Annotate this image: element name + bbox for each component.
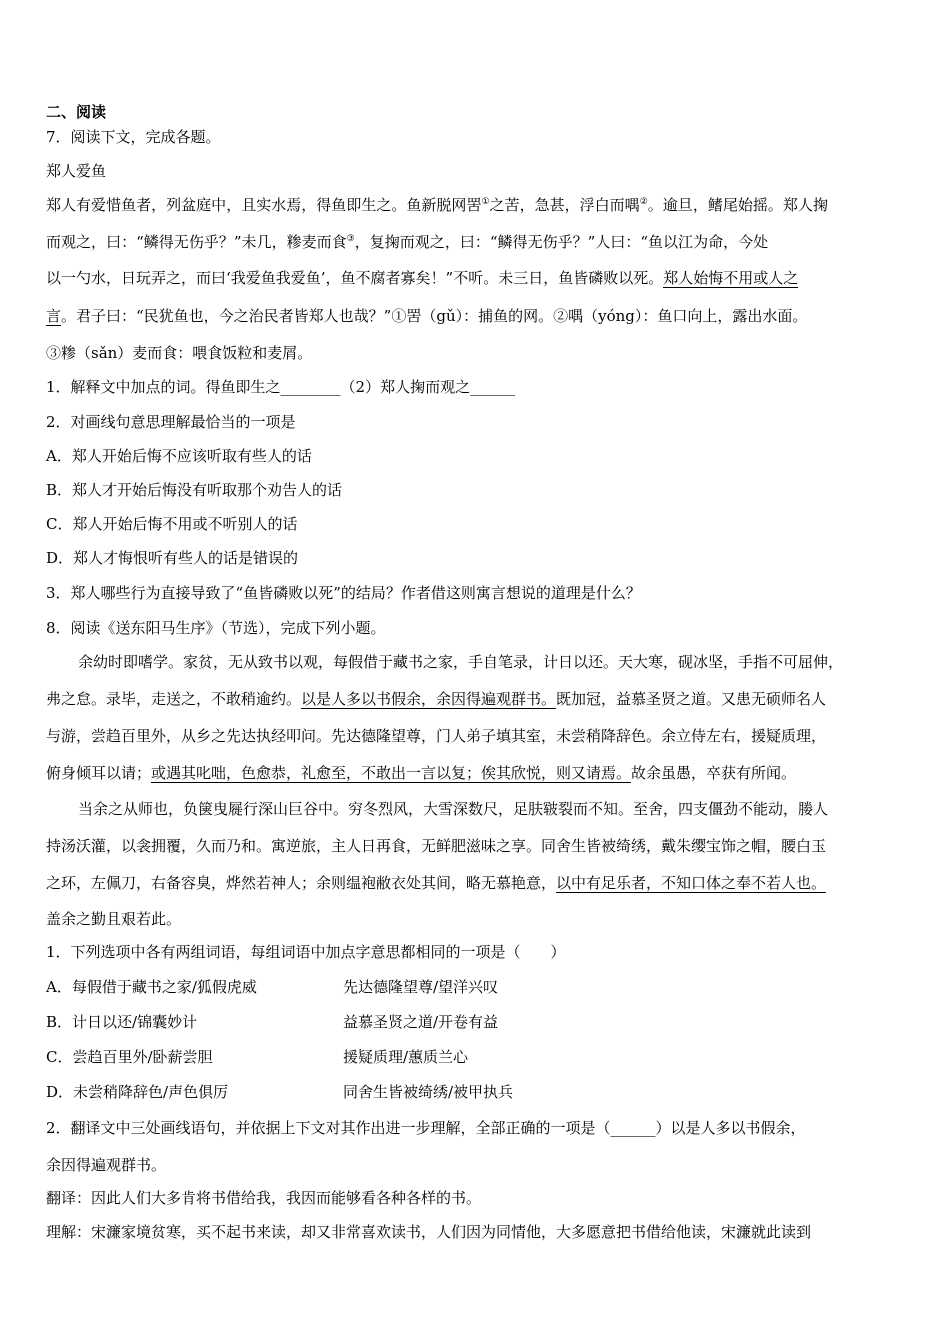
q8-translation: 翻译：因此人们大多肯将书借给我，我因而能够看各种各样的书。 bbox=[46, 1189, 482, 1207]
q8-option-b-left: B．计日以还/锦囊妙计 bbox=[46, 1013, 198, 1031]
q8-prompt: 8．阅读《送东阳马生序》（节选），完成下列小题。 bbox=[46, 619, 386, 637]
q7-passage-text: 以一勺水，日玩弄之，而曰‘我爱鱼我爱鱼’，鱼不腐者寡矣！”不听。未三日，鱼皆磷败以死。 bbox=[46, 269, 664, 287]
q7-option-d: D．郑人才悔恨听有些人的话是错误的 bbox=[46, 549, 299, 567]
q8-p1-line-2 bbox=[46, 689, 826, 709]
q8-option-d-left: D．未尝稍降辞色/声色俱厉 bbox=[46, 1083, 229, 1101]
q7-sub1: 1．解释文中加点的词。得鱼即生之________（2）郑人掬而观之______ bbox=[46, 378, 516, 396]
q8-p2-line-4: 盖余之勤且艰若此。 bbox=[46, 910, 182, 928]
q8-sub1: 1．下列选项中各有两组词语，每组词语中加点字意思都相同的一项是（ ） bbox=[46, 943, 566, 961]
q8-option-b-right: 益慕圣贤之道/开卷有益 bbox=[343, 1013, 499, 1031]
q8-p1-text: 弗之怠。录毕，走送之，不敢稍逾约。 bbox=[46, 690, 302, 708]
q8-option-a-right: 先达德隆望尊/望洋兴叹 bbox=[343, 978, 499, 996]
q8-option-d-right: 同舍生皆被绮绣/被甲执兵 bbox=[343, 1083, 514, 1101]
q8-sub2-line-1: 2．翻译文中三处画线语句，并依据上下文对其作出进一步理解，全部正确的一项是（______）以是人多以书假余， bbox=[46, 1119, 806, 1137]
q8-p2-line-1: 当余之从师也，负箧曳屣行深山巨谷中。穷冬烈风，大雪深数尺，足肤皲裂而不知。至舍，四支僵劲不能动，媵人 bbox=[78, 800, 829, 818]
q8-option-c-right: 援疑质理/蕙质兰心 bbox=[343, 1048, 469, 1066]
section-title: 二、阅读 bbox=[46, 103, 107, 121]
q8-option-c-left: C．尝趋百里外/卧薪尝胆 bbox=[46, 1048, 213, 1066]
q7-passage-title: 郑人爱鱼 bbox=[46, 162, 107, 180]
q8-underlined-sentence-1: 以是人多以书假余，余因得遍观群书。 bbox=[301, 690, 557, 708]
q8-sub2-line-2: 余因得遍观群书。 bbox=[46, 1156, 167, 1174]
q8-underlined-sentence-3: 以中有足乐者，不知口体之奉不若人也。 bbox=[556, 874, 827, 892]
q8-underlined-sentence-2: 或遇其叱咄，色愈恭，礼愈至，不敢出一言以复；俟其欣悦，则又请焉。 bbox=[151, 764, 632, 782]
q7-passage-line-1: 郑人有爱惜鱼者，列盆庭中，且实水焉，得鱼即生之。鱼新脱网罟①之苦，急甚，浮白而喁②。逾旦，鳍尾始摇。郑人掬 bbox=[46, 196, 828, 214]
q8-p1-line-4 bbox=[46, 763, 796, 783]
q7-underlined-sentence: 郑人始悔不用或人之 bbox=[663, 269, 799, 287]
q8-understanding: 理解：宋濂家境贫寒，买不起书来读，却又非常喜欢读书，人们因为同情他，大多愿意把书借给他读，宋濂就此读到 bbox=[46, 1223, 812, 1241]
q7-option-c: C．郑人开始后悔不用或不听别人的话 bbox=[46, 515, 298, 533]
q7-option-b: B．郑人才开始后悔没有听取那个劝告人的话 bbox=[46, 481, 343, 499]
q8-p2-line-2: 持汤沃灌，以衾拥覆，久而乃和。寓逆旅，主人日再食，无鲜肥滋味之享。同舍生皆被绮绣，戴朱缨宝饰之帽，腰白玉 bbox=[46, 837, 827, 855]
q8-p1-text-2: 俯身倾耳以请； bbox=[46, 764, 152, 782]
q8-p1-line-1: 余幼时即嗜学。家贫，无从致书以观，每假借于藏书之家，手自笔录，计日以还。天大寒，砚冰坚，手指不可屈伸， bbox=[78, 653, 844, 671]
q7-passage-notes: 。君子曰：“民犹鱼也，今之治民者皆郑人也哉？”①罟（gǔ）：捕鱼的网。②喁（yóng）：鱼口向上，露出水面。 bbox=[61, 307, 808, 325]
q7-passage-line-2: 而观之，曰：“鳞得无伤乎？”未几，糁麦而食③，复掬而观之，曰：“鳞得无伤乎？”人曰：“鱼以江为命，今处 bbox=[46, 233, 769, 251]
q8-p1-text-cont: 既加冠，益慕圣贤之道。又患无硕师名人 bbox=[556, 690, 827, 708]
q7-prompt: 7．阅读下文，完成各题。 bbox=[46, 128, 221, 146]
q7-sub2: 2．对画线句意思理解最恰当的一项是 bbox=[46, 413, 296, 431]
q7-underlined-sentence-end: 言 bbox=[46, 307, 62, 325]
q8-p1-line-3: 与游，尝趋百里外，从乡之先达执经叩问。先达德隆望尊，门人弟子填其室，未尝稍降辞色。余立侍左右，援疑质理， bbox=[46, 727, 827, 745]
q8-p2-text: 之环，左佩刀，右备容臭，烨然若神人；余则缊袍敝衣处其间，略无慕艳意， bbox=[46, 874, 557, 892]
q7-passage-line-3 bbox=[46, 268, 798, 288]
q7-option-a: A．郑人开始后悔不应该听取有些人的话 bbox=[46, 447, 312, 465]
q8-p1-text-3: 故余虽愚，卒获有所闻。 bbox=[631, 764, 797, 782]
q7-sub3: 3．郑人哪些行为直接导致了“鱼皆磷败以死”的结局？作者借这则寓言想说的道理是什么？ bbox=[46, 584, 641, 602]
q8-p2-line-3 bbox=[46, 873, 826, 893]
q8-option-a-left: A．每假借于藏书之家/狐假虎威 bbox=[46, 978, 257, 996]
q7-passage-line-4 bbox=[46, 306, 807, 326]
q7-passage-line-5: ③糁（sǎn）麦而食：喂食饭粒和麦屑。 bbox=[46, 344, 313, 362]
